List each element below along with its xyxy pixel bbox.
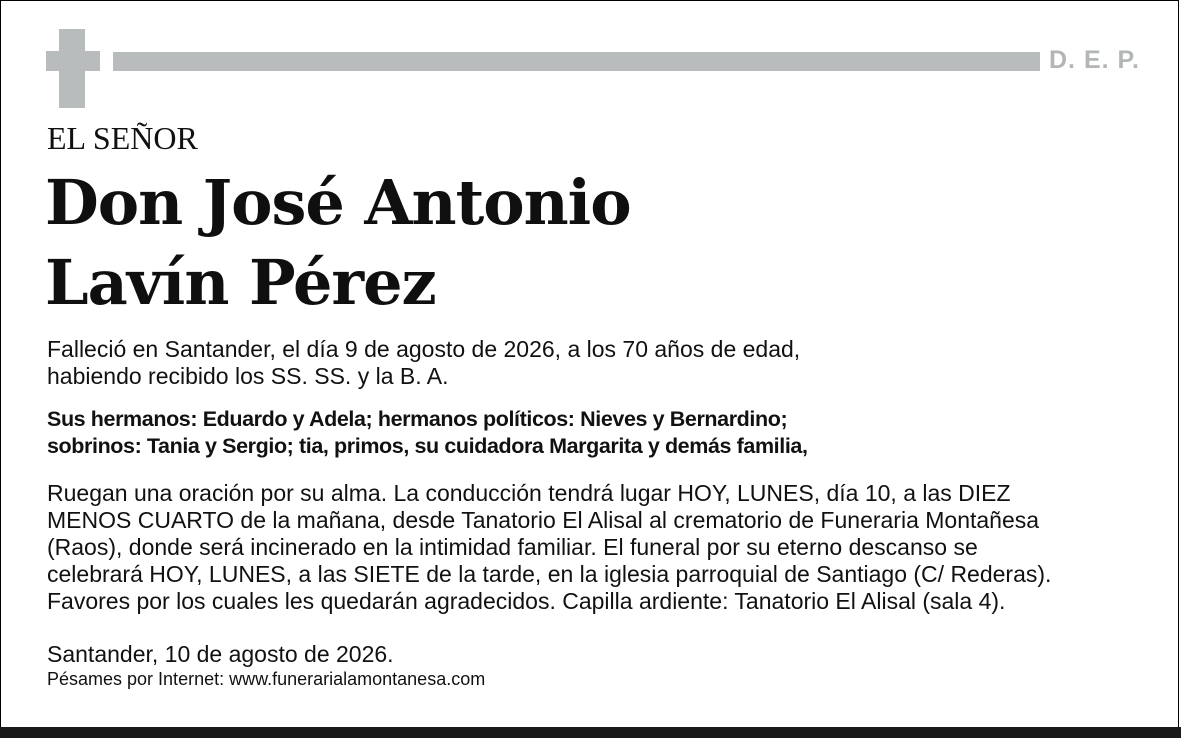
ceremony-line: Favores por los cuales les quedarán agradecidos. Capilla ardiente: Tanatorio El Alisal (sala 4). — [47, 588, 1006, 614]
condolences-link: Pésames por Internet: www.funerarialamontanesa.com — [47, 669, 486, 689]
family-line: Sus hermanos: Eduardo y Adela; hermanos políticos: Nieves y Bernardino; — [47, 407, 788, 431]
ceremony-line: MENOS CUARTO de la mañana, desde Tanatorio El Alisal al crematorio de Funeraria Montañesa — [47, 507, 1040, 533]
deceased-name-line1: Don José Antonio — [45, 166, 631, 239]
deceased-name-line2: Lavín Pérez — [45, 246, 436, 319]
ceremony-line: (Raos), donde será incinerado en la intimidad familiar. El funeral por su eterno descanso se — [47, 534, 978, 560]
header-bar — [113, 52, 1040, 71]
dep-label: D. E. P. — [1049, 46, 1140, 74]
place-date: Santander, 10 de agosto de 2026. — [47, 641, 394, 667]
death-notice-line: Falleció en Santander, el día 9 de agosto de 2026, a los 70 años de edad, — [47, 336, 801, 362]
honorific: EL SEÑOR — [47, 120, 198, 156]
cross-icon-arm — [46, 51, 100, 71]
ceremony-line: celebrará HOY, LUNES, a las SIETE de la tarde, en la iglesia parroquial de Santiago (C/ Rederas). — [47, 561, 1052, 587]
family-line: sobrinos: Tania y Sergio; tia, primos, su cuidadora Margarita y demás familia, — [47, 434, 808, 458]
ceremony-line: Ruegan una oración por su alma. La conducción tendrá lugar HOY, LUNES, día 10, a las DIEZ — [47, 480, 1011, 506]
death-notice-line: habiendo recibido los SS. SS. y la B. A. — [47, 363, 449, 389]
bottom-rule — [0, 727, 1181, 738]
